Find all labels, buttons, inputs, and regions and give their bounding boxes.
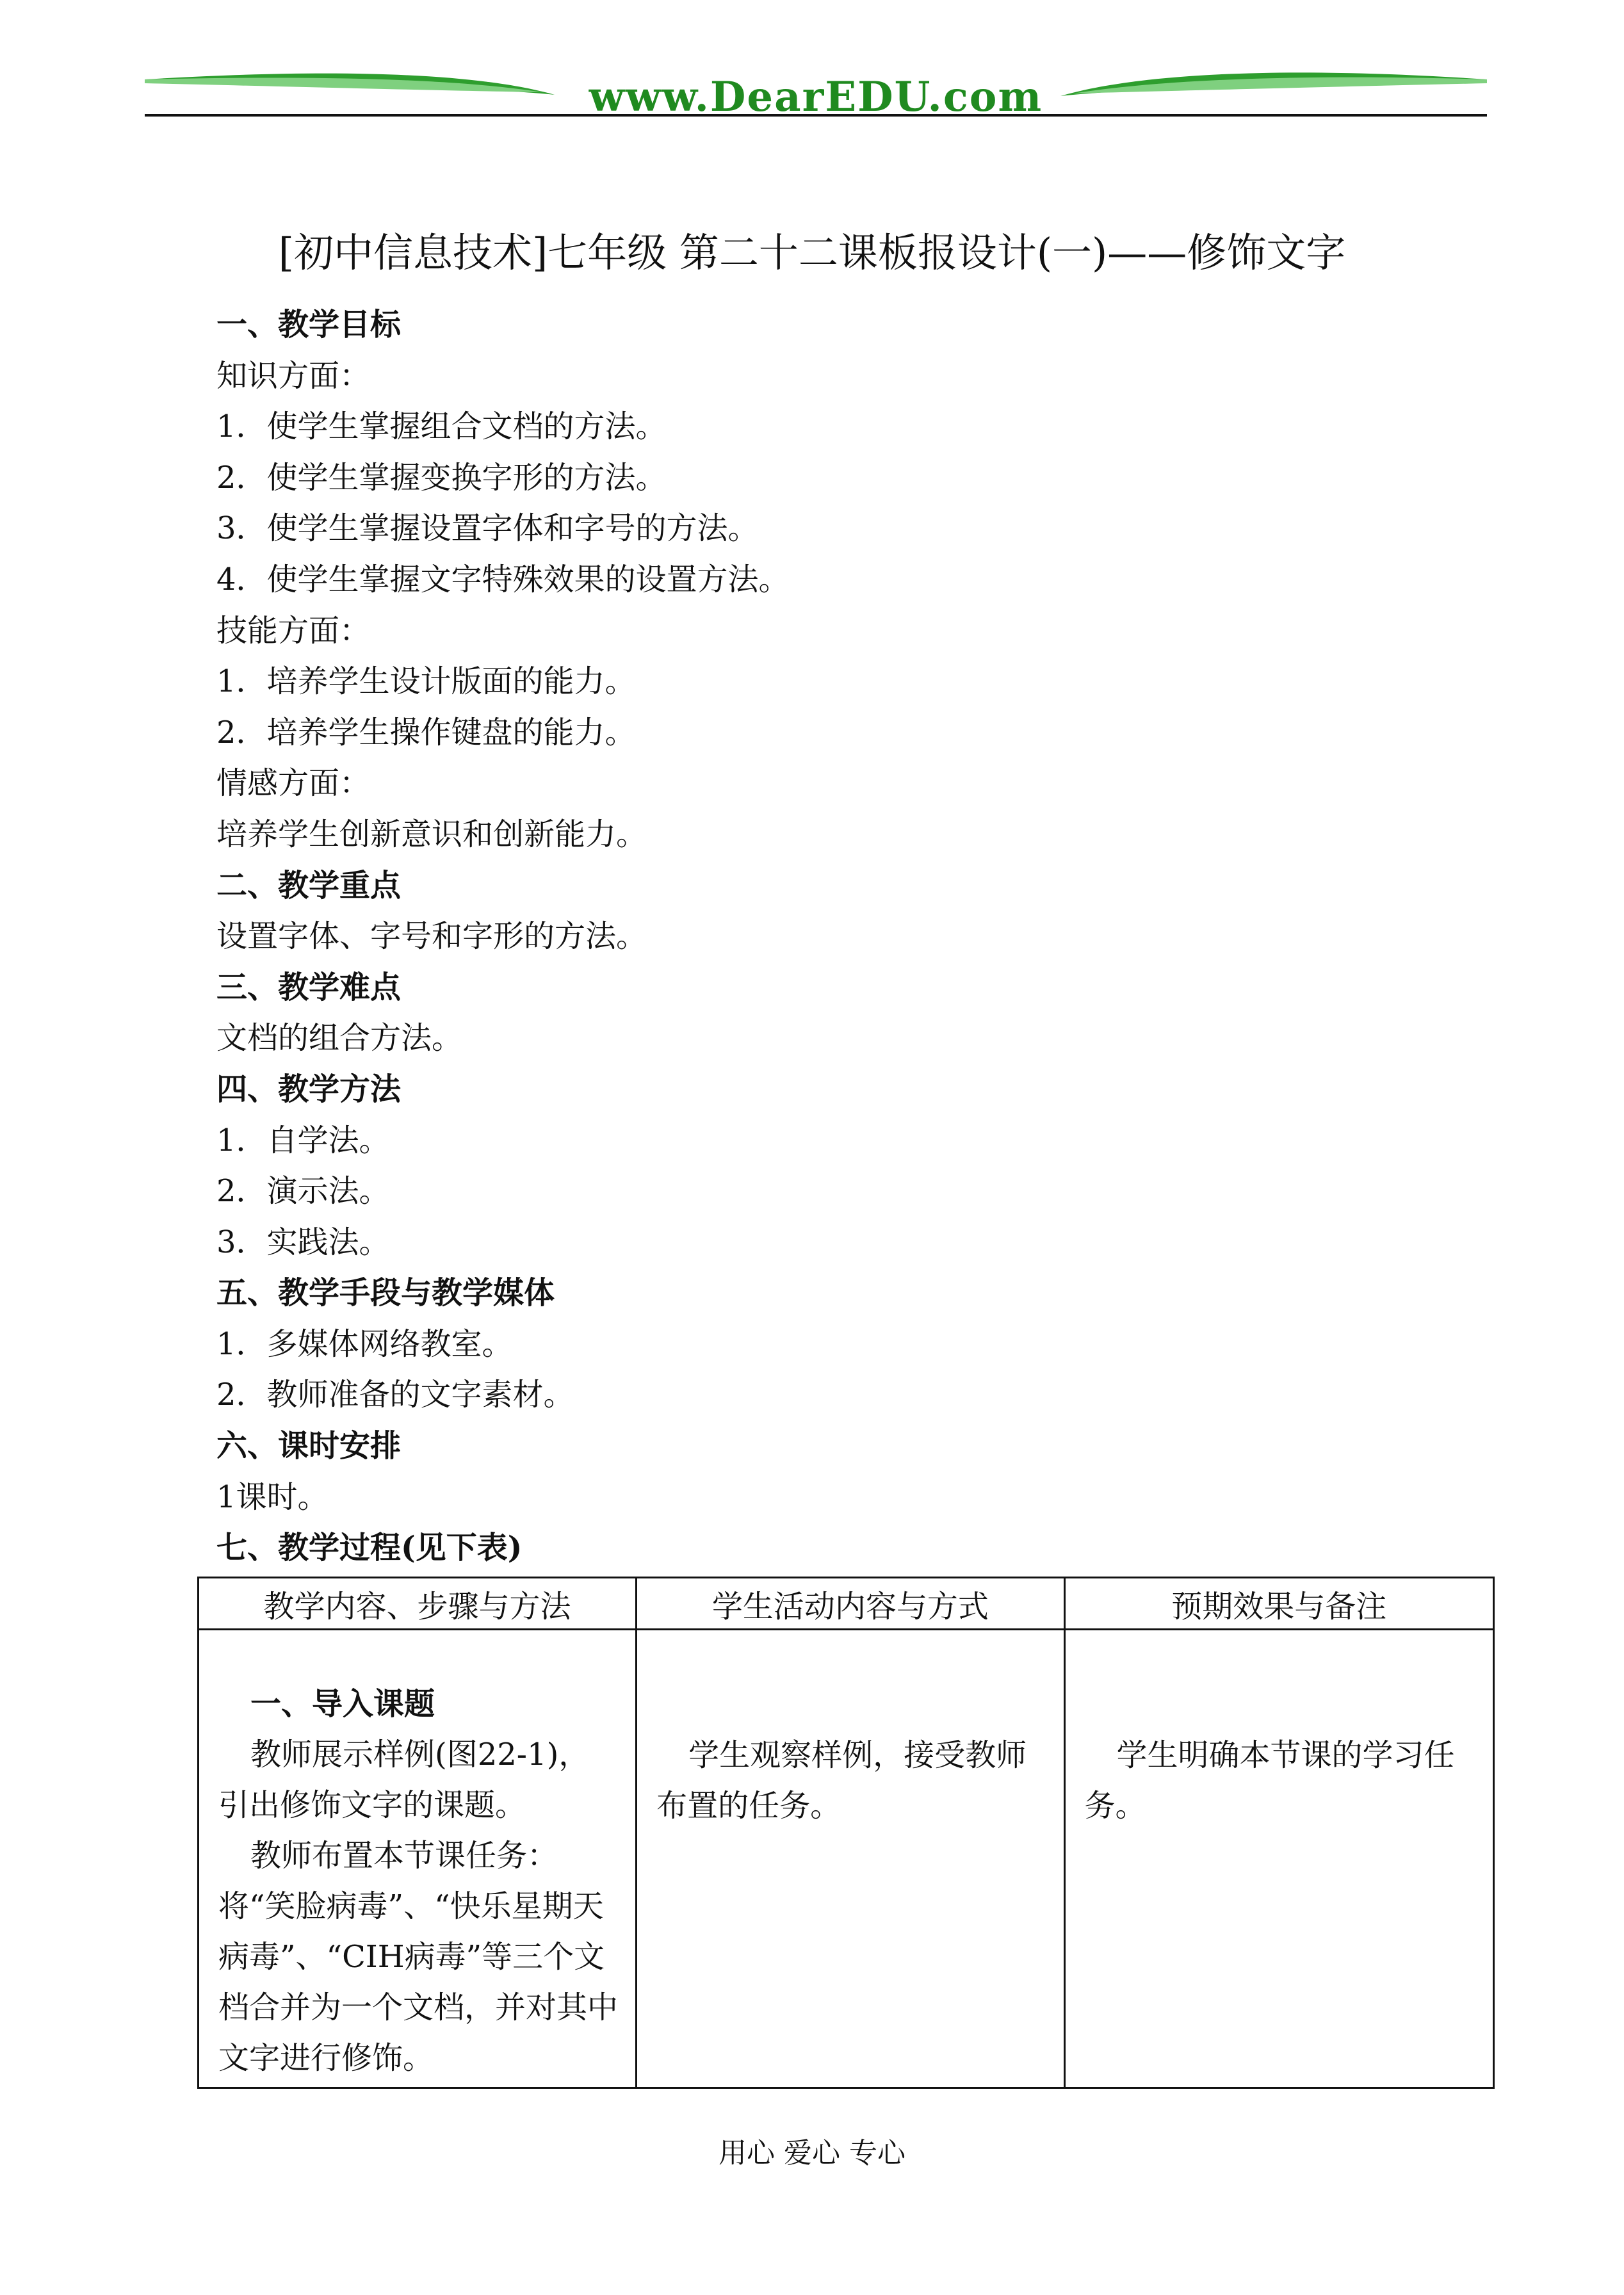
cell-paragraph: 教师布置本节课任务：将“笑脸病毒”、“快乐星期天病毒”、“CIH病毒”等三个文档合并为一个文档，并对其中文字进行修饰。: [218, 1838, 619, 2076]
body-line: 4．使学生掌握文字特殊效果的设置方法。: [216, 561, 790, 597]
section-heading: 七、教学过程(见下表): [216, 1530, 523, 1566]
teaching-process-table: [197, 1577, 1495, 2089]
body-line: 情感方面：: [216, 765, 371, 802]
section-heading: 二、教学重点: [216, 867, 402, 904]
body-line: 1课时。: [216, 1479, 329, 1515]
body-line: 1．培养学生设计版面的能力。: [216, 663, 636, 700]
section-heading: 三、教学难点: [216, 969, 402, 1005]
body-line: 文档的组合方法。: [216, 1020, 463, 1057]
body-line: 2．培养学生操作键盘的能力。: [216, 714, 636, 750]
table-cell-content: [199, 1630, 637, 2088]
site-header: [145, 61, 1487, 123]
body-line: 设置字体、字号和字形的方法。: [216, 918, 647, 955]
body-line: 知识方面：: [216, 357, 371, 394]
section-heading: 五、教学手段与教学媒体: [216, 1275, 555, 1311]
section-heading: 六、课时安排: [216, 1428, 402, 1464]
table-cell-student-activity: [637, 1630, 1064, 2088]
table-header-cell: 教学内容、步骤与方法: [199, 1578, 637, 1630]
table-header-cell: 预期效果与备注: [1064, 1578, 1493, 1630]
body-line: 2．教师准备的文字素材。: [216, 1377, 574, 1413]
body-line: 2．使学生掌握变换字形的方法。: [216, 459, 667, 496]
row-heading: 一、导入课题: [250, 1686, 435, 1722]
page-footer: 用心 爱心 专心: [719, 2137, 905, 2169]
table-header-row: [199, 1578, 1494, 1630]
body-line: 技能方面：: [216, 612, 371, 649]
body-line: 3．实践法。: [216, 1224, 390, 1260]
table-row: [199, 1630, 1494, 2088]
site-logo-text: www.DearEDU.com: [589, 73, 1043, 121]
body-line: 1．多媒体网络教室。: [216, 1326, 513, 1362]
page-title: [初中信息技术]七年级 第二十二课板报设计(一)——修饰文字: [278, 229, 1346, 276]
table-header-cell: 学生活动内容与方式: [637, 1578, 1064, 1630]
body-line: 1．使学生掌握组合文档的方法。: [216, 409, 667, 445]
body-line: 3．使学生掌握设置字体和字号的方法。: [216, 510, 759, 547]
cell-paragraph: 教师展示样例(图22-1)，引出修饰文字的课题。: [218, 1737, 590, 1823]
section-heading: 四、教学方法: [216, 1071, 402, 1107]
section-heading: 一、教学目标: [216, 307, 402, 343]
body-line: 1．自学法。: [216, 1122, 390, 1158]
cell-paragraph: 学生明确本节课的学习任务。: [1084, 1737, 1455, 1824]
table-cell-expected-effect: [1064, 1630, 1493, 2088]
body-line: 2．演示法。: [216, 1173, 390, 1210]
document-body: [216, 300, 1484, 1574]
body-line: 培养学生创新意识和创新能力。: [216, 816, 647, 852]
cell-paragraph: 学生观察样例，接受教师布置的任务。: [656, 1737, 1027, 1824]
